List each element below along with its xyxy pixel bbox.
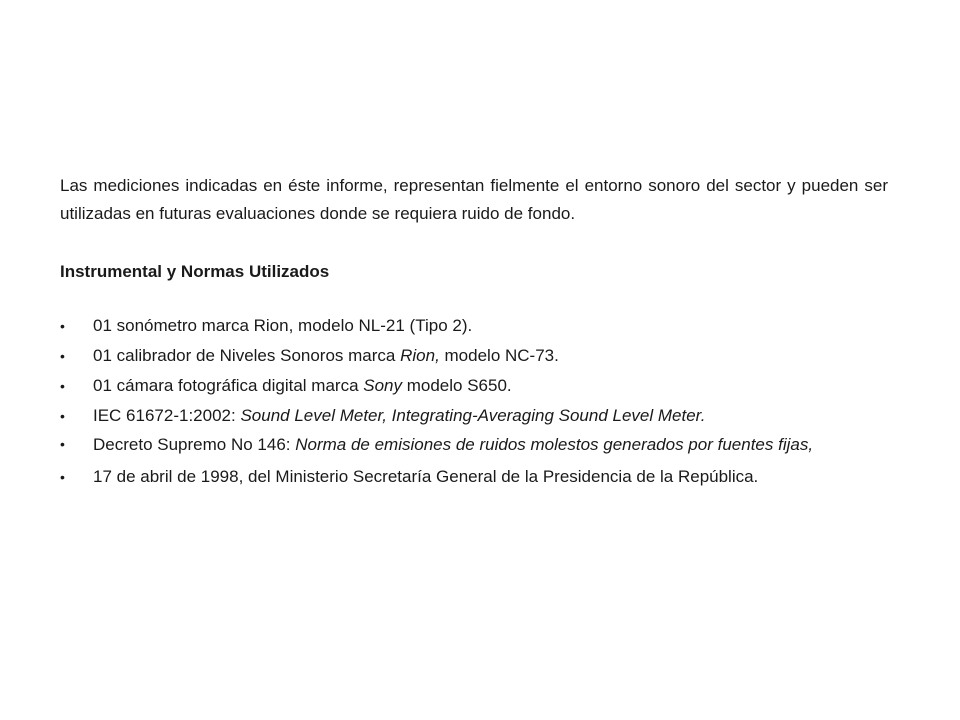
bullet-icon: •	[60, 348, 65, 364]
item-emphasis: Sony	[363, 376, 402, 395]
item-text: 01 calibrador de Niveles Sonoros marca	[93, 346, 401, 365]
item-emphasis: Sound Level Meter, Integrating-Averaging Sound Level Meter.	[240, 406, 706, 425]
bullet-icon: •	[60, 469, 65, 485]
bullet-icon: •	[60, 408, 65, 424]
bullet-icon: •	[60, 436, 65, 452]
item-text: IEC 61672-1:2002:	[93, 406, 241, 425]
item-text: Decreto Supremo No 146:	[93, 435, 296, 454]
list-item	[60, 403, 888, 429]
item-text: 01 sonómetro marca Rion, modelo NL-21 (Tipo 2).	[93, 316, 473, 335]
list-item	[60, 433, 888, 456]
item-text: 01 cámara fotográfica digital marca	[93, 376, 364, 395]
bullet-icon: •	[60, 378, 65, 394]
section-heading: Instrumental y Normas Utilizados	[60, 262, 330, 281]
list-item	[60, 313, 888, 339]
intro-paragraph: Las mediciones indicadas en éste informe, representan fielmente el entorno sonoro del sector y pueden ser utilizadas en futuras evaluaciones donde se requiera ruido de fondo.	[60, 176, 888, 223]
item-text-end: modelo S650.	[402, 376, 512, 395]
list-item	[60, 343, 888, 369]
item-text-end: modelo NC-73.	[439, 346, 559, 365]
list-item	[60, 373, 888, 399]
list-item	[60, 464, 888, 490]
item-emphasis: Norma de emisiones de ruidos molestos generados por fuentes fijas,	[295, 435, 814, 454]
slide-content	[60, 172, 888, 494]
item-emphasis: Rion,	[400, 346, 440, 365]
bullet-icon: •	[60, 318, 65, 334]
instrument-list	[60, 313, 888, 490]
item-text: 17 de abril de 1998, del Ministerio Secretaría General de la Presidencia de la República.	[93, 467, 759, 486]
